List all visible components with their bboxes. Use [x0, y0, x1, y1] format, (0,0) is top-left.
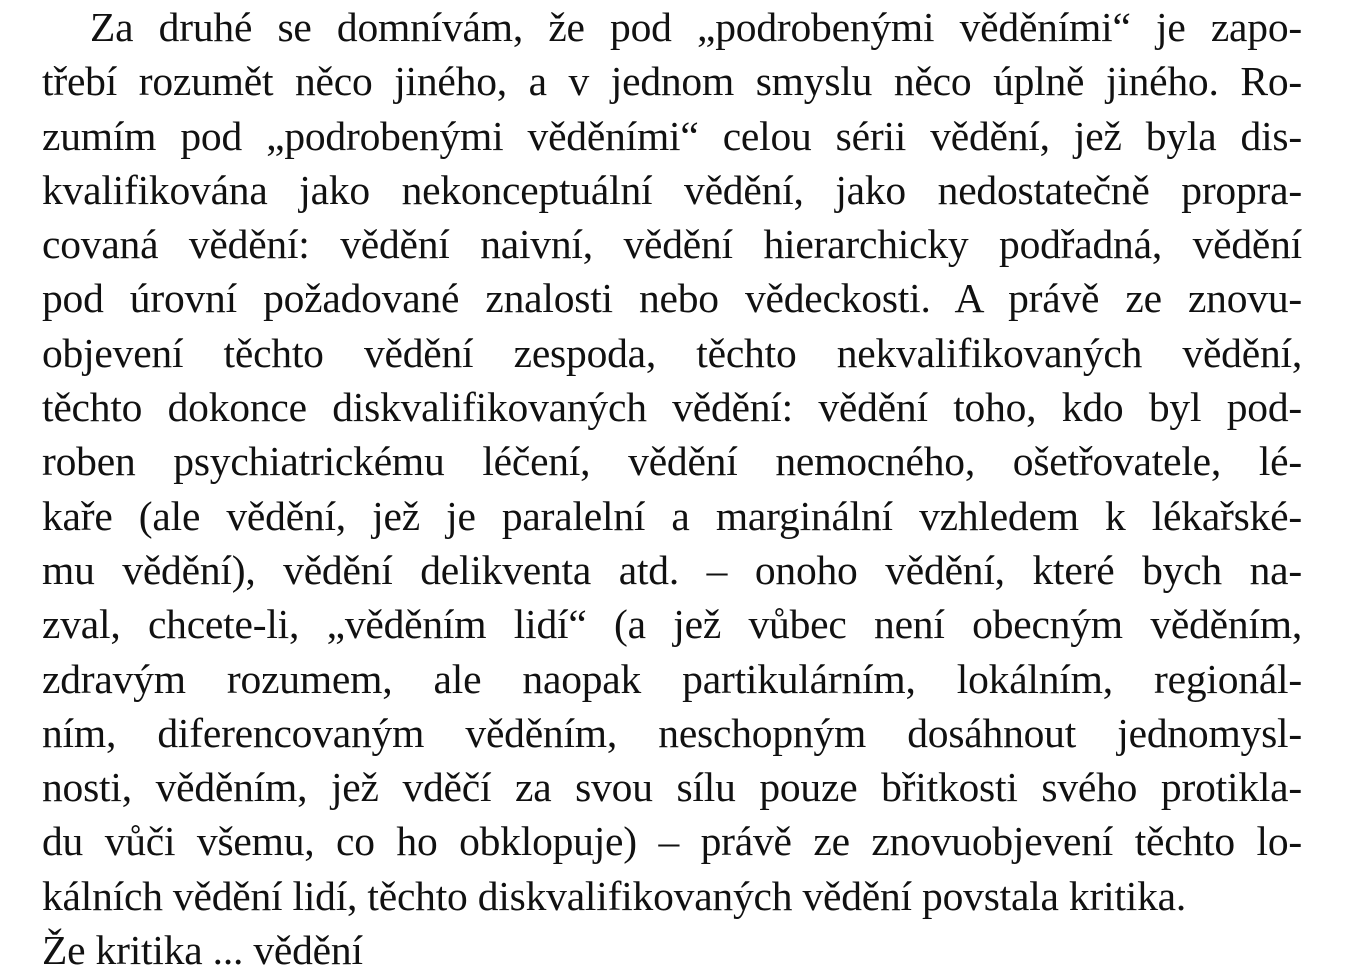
text-line: kálních vědění lidí, těchto diskvalifikovaných vědění povstala kritika. [42, 872, 1187, 919]
text-line: du vůči všemu, co ho obklopuje) – právě ze znovuobjevení těchto lo- [42, 818, 1302, 865]
paragraph [42, 0, 1302, 974]
text-line: kaře (ale vědění, jež je paralelní a marginální vzhledem k lékařské- [42, 492, 1302, 539]
text-line: zumím pod „podrobenými věděními“ celou sérii vědění, jež byla dis- [42, 112, 1302, 159]
text-line: roben psychiatrickému léčení, vědění nemocného, ošetřovatele, lé- [42, 438, 1302, 485]
text-line: Za druhé se domnívám, že pod „podrobenými věděními“ je zapo- [90, 4, 1302, 50]
cut-off-next-line: Že kritika ... vědění [42, 927, 363, 974]
text-line: třebí rozumět něco jiného, a v jednom smyslu něco úplně jiného. Ro- [42, 58, 1302, 105]
text-line: zval, chcete-li, „věděním lidí“ (a jež vůbec není obecným věděním, [42, 601, 1302, 648]
text-line: nosti, věděním, jež vděčí za svou sílu pouze břitkosti svého protikla- [42, 764, 1302, 811]
text-line: kvalifikována jako nekonceptuální vědění, jako nedostatečně propra- [42, 166, 1302, 213]
text-line: těchto dokonce diskvalifikovaných vědění: vědění toho, kdo byl pod- [42, 384, 1302, 431]
text-line: pod úrovní požadované znalosti nebo vědeckosti. A právě ze znovu- [42, 275, 1302, 322]
text-line: objevení těchto vědění zespoda, těchto nekvalifikovaných vědění, [42, 329, 1302, 376]
text-line: ním, diferencovaným věděním, neschopným dosáhnout jednomysl- [42, 709, 1302, 756]
text-line: mu vědění), vědění delikventa atd. – onoho vědění, které bych na- [42, 546, 1302, 593]
text-line: zdravým rozumem, ale naopak partikulárním, lokálním, regionál- [42, 655, 1302, 702]
text-line: covaná vědění: vědění naivní, vědění hierarchicky podřadná, vědění [42, 221, 1302, 268]
